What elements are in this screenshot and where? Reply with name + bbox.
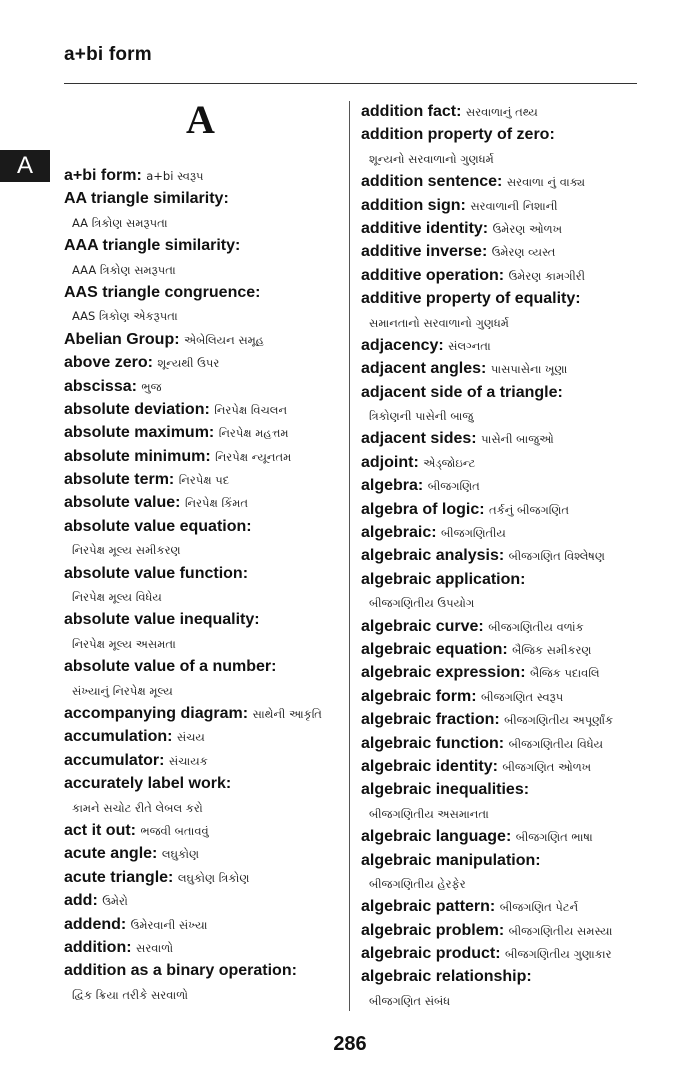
glossary-entry	[361, 825, 656, 848]
glossary-entry	[64, 749, 349, 772]
glossary-entry	[64, 468, 349, 491]
glossary-entry	[361, 638, 656, 661]
section-letter-heading: A	[186, 97, 216, 142]
glossary-entry	[64, 515, 349, 562]
entry-term: algebraic form:	[361, 687, 477, 705]
entry-term: absolute deviation:	[64, 400, 210, 418]
glossary-entry	[361, 849, 656, 896]
entry-translation: બીજગણિત વિશ્લેષણ	[508, 549, 605, 564]
glossary-entry	[361, 123, 656, 170]
entry-term: additive identity:	[361, 219, 489, 237]
entry-term: adjacent sides:	[361, 430, 477, 448]
entry-translation: નિરપેક્ષ કિંમત	[184, 496, 248, 511]
entry-term: absolute value of a number:	[64, 658, 277, 676]
entry-translation: નિરપેક્ષ મૂલ્ય અસમતા	[72, 636, 176, 651]
entry-translation: દ્વિક ક્રિયા તરીકે સરવાળો	[72, 987, 189, 1002]
entry-translation: AA ત્રિકોણ સમરૂપતા	[72, 215, 168, 230]
entry-translation: બીજગણિત ભાષા	[515, 830, 593, 845]
entry-translation: નિરપેક્ષ મૂલ્ય વિધેય	[72, 590, 162, 605]
entry-translation: નિરપેક્ષ ન્યૂનતમ	[215, 449, 292, 464]
entry-term: adjacency:	[361, 336, 444, 354]
section-thumb-tab: A	[0, 150, 50, 182]
glossary-entry	[64, 608, 349, 655]
entry-translation: એબેલિયન સમૂહ	[184, 332, 264, 347]
glossary-entry	[361, 240, 656, 263]
entry-translation: સરવાળાનું તથ્ય	[465, 105, 538, 119]
glossary-entry	[361, 357, 656, 380]
entry-translation: કામને સચોટ રીતે લેબલ કરો	[72, 800, 203, 815]
entry-translation: પાસેની બાજુઓ	[481, 432, 554, 447]
entry-translation: લઘુકોણ	[161, 847, 200, 862]
glossary-entry	[361, 685, 656, 708]
entry-translation: બીજગણિતીય હેરફેર	[369, 876, 466, 891]
entry-term: algebraic manipulation:	[361, 851, 541, 869]
entry-term: absolute value inequality:	[64, 611, 260, 629]
glossary-entry	[361, 778, 656, 825]
entry-translation: બીજગણિત સંબંધ	[369, 993, 451, 1008]
glossary-entry	[361, 194, 656, 217]
entry-translation: બીજગણિત ઓળખ	[502, 759, 592, 774]
glossary-entry	[64, 562, 349, 609]
entry-translation: ભુજ	[141, 379, 162, 394]
glossary-entry	[361, 100, 656, 123]
entry-term: algebra:	[361, 477, 424, 495]
entry-translation: બીજગણિતીય ઉપયોગ	[369, 596, 475, 611]
entry-translation: ઉમેરો	[102, 894, 128, 909]
glossary-entry	[361, 521, 656, 544]
entry-translation: બીજગણિતીય સમસ્યા	[508, 923, 613, 938]
entry-translation: ત્રિકોણની પાસેની બાજુ	[369, 409, 474, 424]
entry-translation: બીજગણિતીય અસમાનતા	[369, 806, 489, 821]
entry-term: algebraic curve:	[361, 617, 484, 635]
glossary-entry	[361, 732, 656, 755]
glossary-entry	[361, 217, 656, 240]
entry-term: algebraic problem:	[361, 921, 505, 939]
entry-translation: શૂન્યથી ઉપર	[157, 356, 220, 371]
entry-translation: સંલગ્નતા	[448, 338, 491, 353]
entry-translation: નિરપેક્ષ મૂલ્ય સમીકરણ	[72, 543, 181, 558]
entry-term: accurately label work:	[64, 775, 232, 793]
entry-term: absolute value:	[64, 494, 181, 512]
entry-term: addend:	[64, 915, 127, 933]
entry-term: adjacent side of a triangle:	[361, 383, 563, 401]
glossary-entry	[361, 498, 656, 521]
entry-translation: સાથેની આકૃતિ	[252, 706, 322, 721]
entry-term: AAA triangle similarity:	[64, 237, 241, 255]
glossary-entry	[361, 965, 656, 1012]
entry-translation: સરવાળાની નિશાની	[470, 198, 558, 213]
entry-term: absolute value equation:	[64, 517, 252, 535]
glossary-entry	[361, 544, 656, 567]
glossary-entry	[64, 445, 349, 468]
glossary-entry	[361, 568, 656, 615]
entry-term: Abelian Group:	[64, 330, 180, 348]
glossary-entry	[64, 491, 349, 514]
entry-term: absolute minimum:	[64, 447, 211, 465]
entry-term: acute angle:	[64, 845, 158, 863]
entry-term: addition fact:	[361, 103, 462, 120]
entry-translation: સમાનતાનો સરવાળાનો ગુણધર્મ	[369, 315, 509, 330]
entry-translation: બીજગણિત સ્વરૂપ	[481, 689, 564, 704]
entry-translation: નિરપેક્ષ વિચલન	[214, 402, 288, 417]
glossary-entry	[64, 328, 349, 351]
entry-term: absolute maximum:	[64, 424, 215, 442]
glossary-entry	[64, 819, 349, 842]
glossary-entry	[64, 702, 349, 725]
entry-term: algebraic pattern:	[361, 898, 496, 916]
entry-term: algebraic:	[361, 524, 437, 542]
entry-term: abscissa:	[64, 377, 137, 395]
glossary-entry	[361, 895, 656, 918]
entry-translation: સરવાળા નું વાક્ય	[506, 175, 585, 190]
entry-term: algebraic inequalities:	[361, 781, 530, 799]
entry-translation: a+bi સ્વરૂપ	[146, 169, 204, 183]
glossary-entry	[361, 264, 656, 287]
glossary-entry	[361, 919, 656, 942]
entry-translation: AAA ત્રિકોણ સમરૂપતા	[72, 262, 176, 277]
entry-translation: AAS ત્રિકોણ એકરૂપતા	[72, 309, 178, 324]
glossary-entry	[64, 959, 349, 1006]
glossary-entry	[64, 772, 349, 819]
entry-term: accumulator:	[64, 751, 165, 769]
entry-term: algebraic fraction:	[361, 711, 500, 729]
entry-term: algebraic language:	[361, 828, 512, 846]
entry-translation: સંખ્યાનું નિરપેક્ષ મૂલ્ય	[72, 683, 173, 698]
entry-translation: બૈજિક પદાવલિ	[529, 666, 600, 681]
entry-translation: એડ્જોઇન્ટ	[423, 455, 476, 470]
glossary-entry	[361, 708, 656, 731]
glossary-entry	[64, 351, 349, 374]
page-number: 286	[333, 1033, 367, 1055]
glossary-entry	[64, 936, 349, 959]
entry-translation: સંચાયક	[168, 753, 208, 768]
entry-term: absolute value function:	[64, 564, 249, 582]
glossary-entry	[64, 913, 349, 936]
entry-translation: ઉમેરણ કામગીરી	[508, 268, 585, 283]
entry-term: algebraic relationship:	[361, 968, 532, 986]
entry-term: algebraic function:	[361, 734, 505, 752]
entry-term: add:	[64, 892, 98, 910]
entry-translation: નિરપેક્ષ પદ	[178, 473, 230, 488]
entry-term: addition property of zero:	[361, 126, 555, 144]
entry-term: acute triangle:	[64, 868, 174, 886]
entry-translation: ઉમેરણ વ્યસ્ત	[491, 245, 556, 260]
entry-term: absolute term:	[64, 471, 175, 489]
entry-translation: બીજગણિતીય વિધેય	[508, 736, 604, 751]
entry-translation: ઉમેરણ ઓળખ	[492, 221, 563, 236]
entry-translation: ભજવી બતાવવું	[140, 823, 209, 838]
glossary-entry	[361, 615, 656, 638]
entry-term: additive property of equality:	[361, 290, 581, 308]
glossary-entry	[64, 187, 349, 234]
entry-term: addition sentence:	[361, 173, 503, 191]
entry-term: algebraic equation:	[361, 640, 508, 658]
glossary-entry	[361, 334, 656, 357]
entry-translation: તર્કનું બીજગણિત	[489, 502, 570, 517]
entry-term: algebraic application:	[361, 570, 526, 588]
glossary-entry	[64, 655, 349, 702]
glossary-entry	[64, 234, 349, 281]
entry-term: algebra of logic:	[361, 500, 485, 518]
entry-translation: બીજગણિત પેટર્ન	[499, 900, 579, 915]
entry-translation: બીજગણિતીય	[441, 526, 506, 541]
entry-translation: બીજગણિતીય અપૂર્ણાંક	[504, 713, 614, 728]
entry-term: a+bi form:	[64, 167, 142, 184]
entry-translation: શૂન્યનો સરવાળાનો ગુણધર્મ	[369, 151, 494, 166]
entry-translation: ઉમેરવાની સંખ્યા	[130, 917, 208, 932]
entry-term: accumulation:	[64, 728, 173, 746]
entry-translation: પાસપાસેના ખૂણા	[490, 362, 568, 377]
glossary-entry	[64, 889, 349, 912]
entry-term: additive inverse:	[361, 243, 488, 261]
entry-term: addition:	[64, 938, 132, 956]
entry-term: algebraic expression:	[361, 664, 526, 682]
entry-term: addition as a binary operation:	[64, 962, 297, 980]
header-rule	[64, 83, 637, 84]
glossary-entry	[361, 942, 656, 965]
entry-term: algebraic product:	[361, 945, 501, 963]
glossary-entry	[361, 451, 656, 474]
glossary-entry	[361, 170, 656, 193]
entry-term: additive operation:	[361, 266, 505, 284]
entry-term: addition sign:	[361, 196, 466, 214]
entry-translation: બૈજિક સમીકરણ	[512, 642, 592, 657]
entry-translation: સંચય	[176, 730, 205, 745]
entry-term: act it out:	[64, 821, 136, 839]
entry-term: accompanying diagram:	[64, 704, 249, 722]
entry-translation: નિરપેક્ષ મહત્તમ	[218, 426, 289, 441]
entry-term: above zero:	[64, 354, 153, 372]
entry-term: adjacent angles:	[361, 360, 487, 378]
glossary-entry	[64, 421, 349, 444]
glossary-entry	[64, 164, 349, 187]
glossary-entry	[361, 661, 656, 684]
entry-translation: બીજગણિતીય ગુણાકાર	[505, 947, 612, 962]
entry-translation: બીજગણિત	[427, 479, 480, 494]
entry-term: adjoint:	[361, 453, 419, 471]
running-header: a+bi form	[64, 44, 152, 65]
glossary-entry	[64, 375, 349, 398]
glossary-entry	[361, 427, 656, 450]
glossary-entry	[64, 398, 349, 421]
entry-term: AAS triangle congruence:	[64, 283, 261, 301]
entry-term: AA triangle similarity:	[64, 190, 229, 208]
column-divider	[349, 101, 350, 1011]
glossary-entry	[64, 281, 349, 328]
left-column	[64, 164, 349, 1006]
entry-term: algebraic identity:	[361, 757, 498, 775]
glossary-entry	[361, 474, 656, 497]
glossary-entry	[361, 287, 656, 334]
glossary-entry	[64, 842, 349, 865]
entry-translation: સરવાળો	[136, 940, 174, 955]
entry-translation: લઘુકોણ ત્રિકોણ	[177, 870, 250, 885]
entry-term: algebraic analysis:	[361, 547, 505, 565]
entry-translation: બીજગણિતીય વળાંક	[488, 619, 584, 634]
right-column	[361, 100, 656, 1012]
glossary-entry	[361, 381, 656, 428]
glossary-entry	[64, 866, 349, 889]
glossary-entry	[361, 755, 656, 778]
glossary-entry	[64, 725, 349, 748]
